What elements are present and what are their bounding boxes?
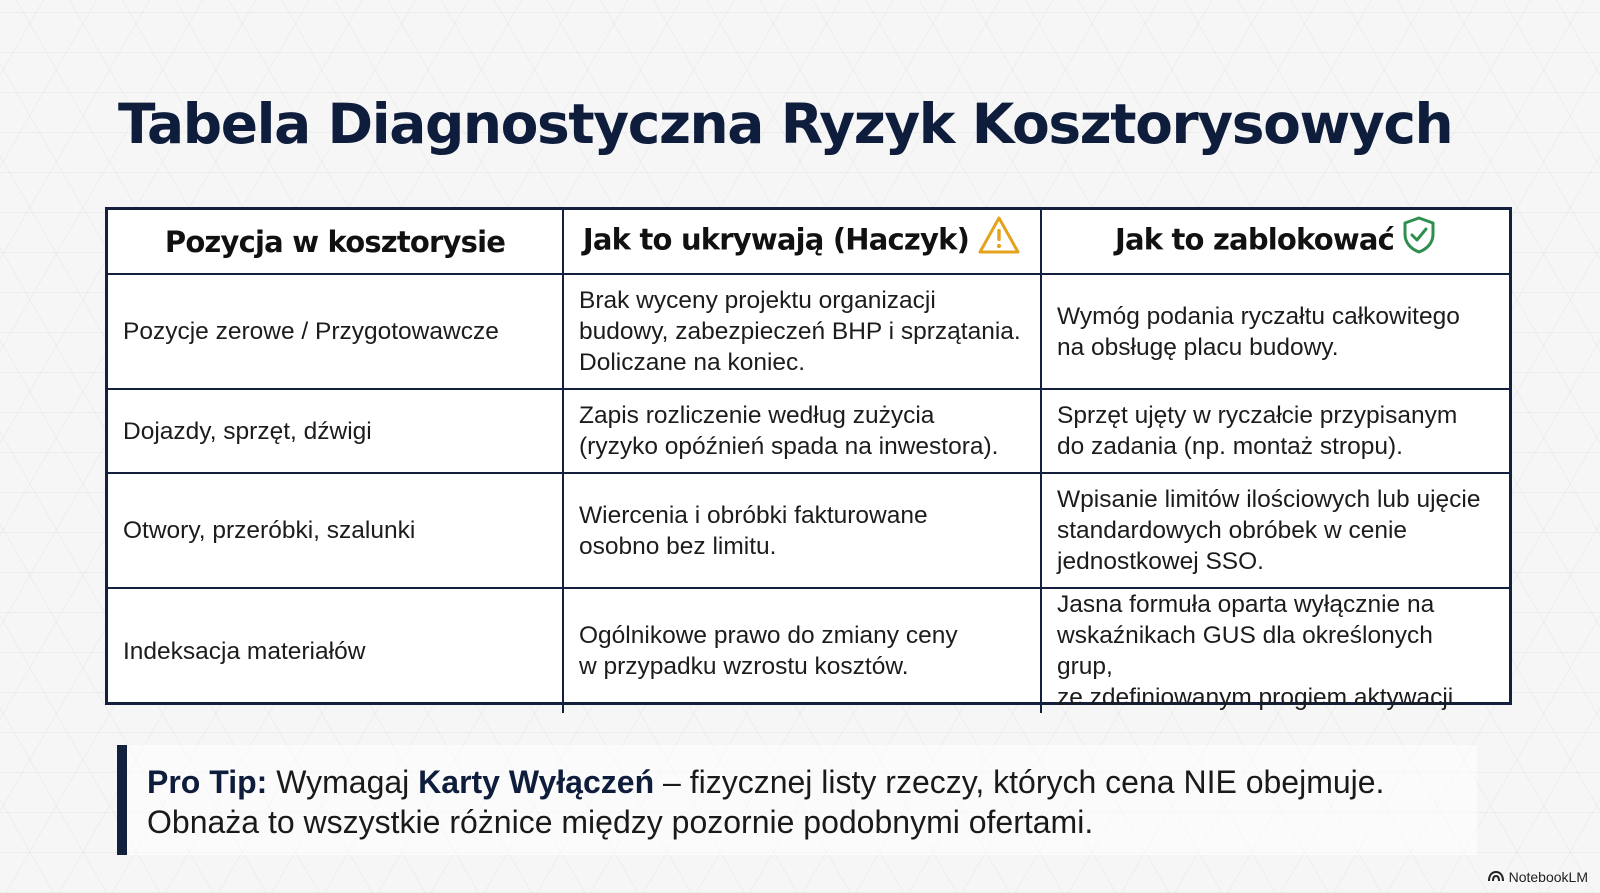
pro-tip-line-2: Obnaża to wszystkie różnice między pozornie podobnymi ofertami. xyxy=(147,804,1094,840)
pro-tip-label: Pro Tip: xyxy=(147,764,268,800)
cell-item xyxy=(108,588,563,713)
cell-line: Jasna formuła oparta wyłącznie na xyxy=(1057,591,1435,618)
cell-line: Doliczane na koniec. xyxy=(579,349,806,376)
cell-line: standardowych obróbek w cenie xyxy=(1057,517,1408,544)
cell-line: Wpisanie limitów ilościowych lub ujęcie xyxy=(1057,486,1481,513)
cell-line: (ryzyko opóźnień spada na inwestora). xyxy=(579,433,999,460)
brand-name: NotebookLM xyxy=(1508,869,1588,885)
cell-hook xyxy=(563,473,1041,588)
cell-item xyxy=(108,473,563,588)
pro-tip-highlight: Karty Wyłączeń xyxy=(418,764,655,800)
pro-tip-box xyxy=(117,745,1477,855)
cell-item-text: Dojazdy, sprzęt, dźwigi xyxy=(123,417,372,445)
cell-hook xyxy=(563,389,1041,473)
header-hook xyxy=(563,210,1041,274)
cell-item xyxy=(108,389,563,473)
table-row xyxy=(108,588,1509,713)
cell-line: Zapis rozliczenie według zużycia xyxy=(579,402,935,429)
cell-block xyxy=(1041,473,1509,588)
page-title: Tabela Diagnostyczna Ryzyk Kosztorysowych xyxy=(118,92,1453,156)
cell-block xyxy=(1041,389,1509,473)
cell-line: wskaźnikach GUS dla określonych grup, xyxy=(1057,622,1433,680)
cell-line: na obsługę placu budowy. xyxy=(1057,333,1339,361)
cell-block xyxy=(1041,588,1509,713)
table-header-row xyxy=(108,210,1509,274)
cell-line: Wymóg podania ryczałtu całkowitego xyxy=(1057,302,1460,330)
cell-item-text: Otwory, przeróbki, szalunki xyxy=(123,517,416,544)
header-item xyxy=(108,210,563,274)
notebooklm-logo-icon xyxy=(1488,869,1504,885)
cell-line: Ogólnikowe prawo do zmiany ceny xyxy=(579,622,958,649)
cell-line: jednostkowej SSO. xyxy=(1057,548,1264,575)
header-item-label: Pozycja w kosztorysie xyxy=(164,224,506,259)
shield-check-icon xyxy=(1402,215,1436,262)
cell-item xyxy=(108,274,563,389)
cell-hook xyxy=(563,588,1041,713)
header-block xyxy=(1041,210,1509,274)
cell-line: Wiercenia i obróbki fakturowane xyxy=(579,501,928,529)
cell-line: budowy, zabezpieczeń BHP i sprzątania. xyxy=(579,318,1021,345)
header-hook-label: Jak to ukrywają (Haczyk) xyxy=(582,222,970,257)
pro-tip-line-1 xyxy=(147,762,1477,802)
brand-watermark xyxy=(1488,869,1588,885)
cell-line: ze zdefiniowanym progiem aktywacji. xyxy=(1057,684,1461,711)
cell-line: Sprzęt ujęty w ryczałcie przypisanym xyxy=(1057,402,1458,429)
header-block-label: Jak to zablokować xyxy=(1114,222,1395,257)
cell-hook xyxy=(563,274,1041,389)
cell-item-text: Indeksacja materiałów xyxy=(123,637,366,665)
cell-line: osobno bez limitu. xyxy=(579,532,777,560)
table-row xyxy=(108,274,1509,389)
risk-table xyxy=(105,207,1512,711)
cell-line: w przypadku wzrostu kosztów. xyxy=(579,653,909,680)
cell-item-text: Pozycje zerowe / Przygotowawcze xyxy=(123,318,499,345)
warning-triangle-icon xyxy=(977,215,1021,262)
cell-line: Brak wyceny projektu organizacji xyxy=(579,287,936,314)
cell-line: do zadania (np. montaż stropu). xyxy=(1057,433,1403,460)
pro-tip-text-before: Wymagaj xyxy=(267,764,419,800)
table-row xyxy=(108,389,1509,473)
pro-tip-text-after: – fizycznej listy rzeczy, których cena NIE obejmuje. xyxy=(654,764,1385,800)
table-row xyxy=(108,473,1509,588)
cell-block xyxy=(1041,274,1509,389)
